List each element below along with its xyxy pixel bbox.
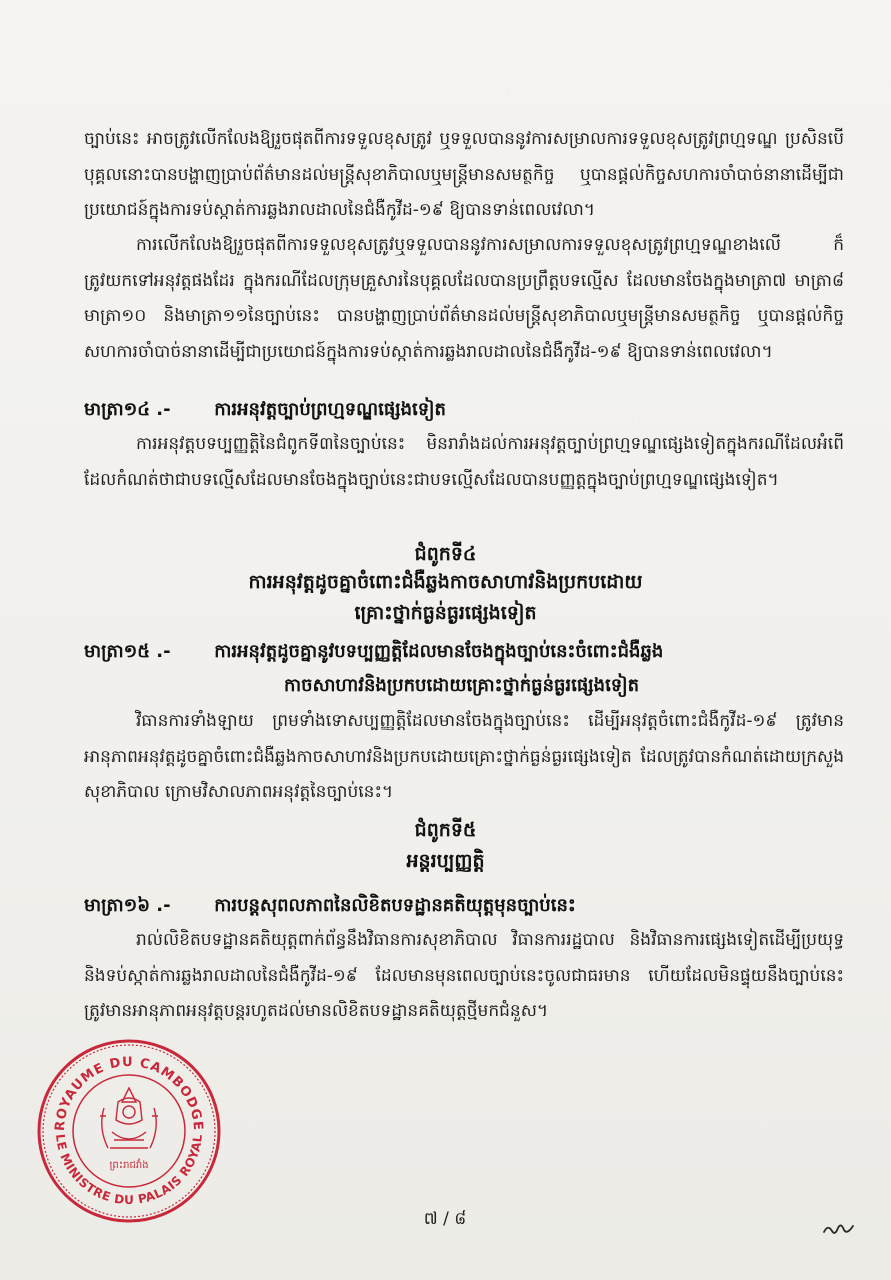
paragraph-exemption-1: ច្បាប់នេះ អាចត្រូវលើកលែងឱ្យរួចផុតពីការទទួលខុសត្រូវ ឬទទួលបាននូវការសម្រាលការទទួលខុសត្រូវព្រហ្មទណ្ឌ ប្រសិនបើបុគ្គលនោះបានបង្ហាញប្រាប់ព័ត៌មានដល់មន្ត្រីសុខាភិបាលឬមន្ត្រីមានសមត្ថកិច្ច ឬបានផ្ដល់កិច្ចសហការចាំបាច់នានាដើម្បីជាប្រយោជន៍ក្នុងការទប់ស្កាត់ការឆ្លងរាលដាលនៃជំងឺកូវីដ-១៩ ឱ្យបានទាន់ពេលវេលា។ (84, 129, 844, 220)
article-16-title: ការបន្តសុពលភាពនៃលិខិតបទដ្ឋានគតិយុត្តមុនច្បាប់នេះ (214, 895, 576, 916)
article-16-number: មាត្រា១៦ .- (84, 895, 171, 916)
seal-top-text: ROYAUME DU CAMBODGE (52, 1054, 206, 1132)
seal-dotted-ring (43, 1045, 215, 1217)
seal-bottom-text: LE MINISTRE DU PALAIS ROYAL (52, 1133, 206, 1208)
article-16-heading (84, 889, 854, 923)
chapter-4-title-line1: ការអនុវត្តដូចគ្នាចំពោះជំងឺឆ្លងកាចសាហាវនិងប្រកបដោយ (248, 571, 643, 593)
paragraph-article-15: វិធានការទាំងឡាយ ព្រមទាំងទោសប្បញ្ញត្តិដែលមានចែងក្នុងច្បាប់នេះ ដើម្បីអនុវត្តចំពោះជំងឺកូវីដ-១៩ ត្រូវមានអានុភាពអនុវត្តដូចគ្នាចំពោះជំងឺឆ្លងកាចសាហាវនិងប្រកបដោយគ្រោះថ្នាក់ធ្ងន់ធ្ងរផ្សេងទៀត ដែលត្រូវបានកំណត់ដោយក្រសួងសុខាភិបាល ក្រោមវិសាលភាពអនុវត្តនៃច្បាប់នេះ។ (84, 711, 844, 802)
royal-seal-stamp (34, 1036, 224, 1226)
paragraph-article-16: រាល់លិខិតបទដ្ឋានគតិយុត្តពាក់ព័ន្ធនឹងវិធានការសុខាភិបាល វិធានការរដ្ឋបាល និងវិធានការផ្សេងទៀតដើម្បីប្រយុទ្ធនិងទប់ស្កាត់ការឆ្លងរាលដាលនៃជំងឺកូវីដ-១៩ ដែលមានមុនពេលច្បាប់នេះចូលជាធរមាន ហើយដែលមិនផ្ទុយនឹងច្បាប់នេះ ត្រូវមានអានុភាពអនុវត្តបន្តរហូតដល់មានលិខិតបទដ្ឋានគតិយុត្តថ្មីមកជំនួស។ (84, 930, 844, 1021)
article-14-number: មាត្រា១៤ .- (84, 399, 171, 420)
article-15-title-line2: កាចសាហាវនិងប្រកបដោយគ្រោះថ្នាក់ធ្ងន់ធ្ងរផ្សេងទៀត (284, 675, 639, 696)
article-14-heading (84, 393, 854, 427)
article-15-number: មាត្រា១៥ .- (84, 641, 171, 662)
article-14-title: ការអនុវត្តច្បាប់ព្រហ្មទណ្ឌផ្សេងទៀត (214, 399, 446, 420)
paragraph-article-14: ការអនុវត្តបទប្បញ្ញត្តិនៃជំពូកទី៣នៃច្បាប់នេះ មិនរារាំងដល់ការអនុវត្តច្បាប់ព្រហ្មទណ្ឌផ្សេងទៀតក្នុងករណីដែលអំពើដែលកំណត់ថាជាបទល្មើសដែលមានចែងក្នុងច្បាប់នេះជាបទល្មើសដែលបានបញ្ញត្តក្នុងច្បាប់ព្រហ្មទណ្ឌផ្សេងទៀត។ (84, 434, 844, 490)
paragraph-exemption-2: ការលើកលែងឱ្យរួចផុតពីការទទួលខុសត្រូវឬទទួលបាននូវការសម្រាលការទទួលខុសត្រូវព្រហ្មទណ្ឌខាងលើ ក៏ត្រូវយកទៅអនុវត្តផងដែរ ក្នុងករណីដែលក្រុមគ្រួសារនៃបុគ្គលដែលបានប្រព្រឹត្តបទល្មើស ដែលមានចែងក្នុងមាត្រា៧ មាត្រា៨ មាត្រា១០ និងមាត្រា១១នៃច្បាប់នេះ បានបង្ហាញប្រាប់ព័ត៌មានដល់មន្ត្រីសុខាភិបាលឬមន្ត្រីមានសមត្ថកិច្ច ឬបានផ្ដល់កិច្ចសហការចាំបាច់នានាដើម្បីជាប្រយោជន៍ក្នុងការទប់ស្កាត់ការឆ្លងរាលដាលនៃជំងឺកូវីដ-១៩ ឱ្យបានទាន់ពេលវេលា។ (84, 235, 844, 362)
chapter-5-number: ជំពូកទី៥ (414, 819, 477, 841)
page-number: ៧ / ៨ (423, 1209, 467, 1229)
seal-inner-text: ព្រះរាជវាំង (109, 1160, 149, 1171)
chapter-5-title: អន្តរប្បញ្ញត្តិ (406, 850, 485, 872)
article-15-title-line1: ការអនុវត្តដូចគ្នានូវបទប្បញ្ញត្តិដែលមានចែងក្នុងច្បាប់នេះចំពោះជំងឺឆ្លង (214, 641, 664, 662)
handwritten-initial (820, 1216, 860, 1240)
seal-royal-emblem (100, 1088, 158, 1148)
chapter-4-title-line2: គ្រោះថ្នាក់ធ្ងន់ធ្ងរផ្សេងទៀត (354, 602, 537, 624)
chapter-4-number: ជំពូកទី៤ (414, 543, 477, 565)
article-15-heading (84, 635, 854, 703)
